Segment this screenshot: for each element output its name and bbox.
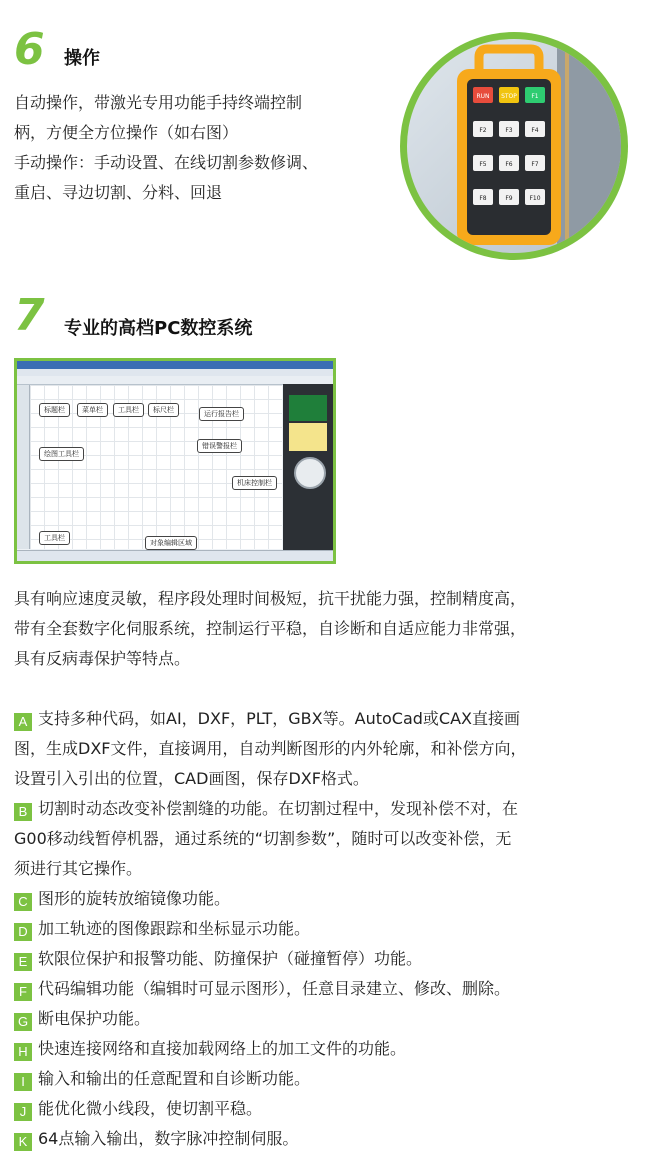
feature-item [14,884,527,914]
feature-text: 须进行其它操作。 [14,859,143,878]
remote-key-label: F10 [529,195,541,202]
remote-key-label: F4 [531,127,539,134]
feature-item [14,1064,527,1094]
callout-edit-area: 对象编辑区域 [145,536,197,550]
feature-item [14,974,527,1004]
feature-text: 图，生成DXF文件，直接调用，自动判断图形的内外轮廓，和补偿方向， [14,739,527,758]
software-screenshot [14,358,336,564]
feature-item [14,1034,527,1064]
feature-text: 设置引入引出的位置，CAD画图，保存DXF格式。 [14,769,369,788]
callout-tool-bar: 工具栏 [113,403,144,417]
remote-key-label: F2 [479,127,487,134]
feature-text: 图形的旋转放缩镜像功能。 [38,889,231,908]
feature-text: 断电保护功能。 [38,1009,151,1028]
section-6-title: 操作 [64,48,100,69]
text-line: 手动操作：手动设置、在线切割参数修调、 [14,153,319,172]
feature-text: 能优化微小线段，使切割平稳。 [38,1099,263,1118]
feature-text: 代码编辑功能（编辑时可显示图形），任意目录建立、修改、删除。 [38,979,511,998]
callout-error-alarm-bar: 错误警报栏 [197,439,242,453]
feature-text: 64点输入输出，数字脉冲控制伺服。 [38,1129,299,1148]
handheld-remote-image [400,32,628,260]
callout-bottom-tool-bar: 工具栏 [39,531,70,545]
section-7-intro [14,584,526,674]
feature-badge: H [14,1043,32,1061]
remote-key-label: F6 [505,161,513,168]
feature-text: 支持多种代码，如AI，DXF，PLT，GBX等。AutoCad或CAX直接画 [38,709,520,728]
feature-item [14,794,527,884]
text-line: 具有响应速度灵敏，程序段处理时间极短，抗干扰能力强，控制精度高， [14,589,527,608]
feature-badge: B [14,803,32,821]
feature-text: 软限位保护和报警功能、防撞保护（碰撞暂停）功能。 [38,949,423,968]
remote-key-label: F1 [531,93,539,100]
text-line: 自动操作，带激光专用功能手持终端控制 [14,93,303,112]
feature-text: G00移动线暂停机器，通过系统的“切割参数”，随时可以改变补偿，无 [14,829,512,848]
feature-badge: J [14,1103,32,1121]
feature-badge: A [14,713,32,731]
remote-key-label: F5 [479,161,487,168]
section-7-title: 专业的高档PC数控系统 [64,318,253,339]
feature-badge: E [14,953,32,971]
text-line: 重启、寻边切割、分料、回退 [14,183,223,202]
feature-list [14,704,527,1154]
section-6-text [14,88,318,208]
callout-machine-control-bar: 机床控制栏 [232,476,277,490]
section-7-number: 7 [14,290,45,341]
callout-menu-bar: 菜单栏 [77,403,108,417]
feature-badge: C [14,893,32,911]
remote-key-label: F8 [479,195,487,202]
feature-badge: I [14,1073,32,1091]
feature-badge: G [14,1013,32,1031]
section-6-number: 6 [14,24,45,75]
remote-key-label: RUN [476,93,490,100]
feature-text: 加工轨迹的图像跟踪和坐标显示功能。 [38,919,311,938]
remote-key-label: STOP [501,93,517,100]
feature-item [14,944,527,974]
remote-key-label: F3 [505,127,513,134]
feature-badge: D [14,923,32,941]
feature-item [14,1004,527,1034]
feature-item [14,1124,527,1154]
remote-key-label: F9 [505,195,513,202]
remote-illustration [407,39,621,253]
callout-ruler-bar: 标尺栏 [148,403,179,417]
feature-badge: F [14,983,32,1001]
callout-title-bar: 标题栏 [39,403,70,417]
feature-item [14,704,527,794]
feature-text: 快速连接网络和直接加载网络上的加工文件的功能。 [38,1039,407,1058]
feature-item [14,1094,527,1124]
text-line: 柄，方便全方位操作（如右图） [14,123,239,142]
callout-draw-tool-bar: 绘图工具栏 [39,447,84,461]
feature-text: 切割时动态改变补偿割缝的功能。在切割过程中，发现补偿不对，在 [38,799,519,818]
text-line: 具有反病毒保护等特点。 [14,649,191,668]
callout-run-report-bar: 运行报告栏 [199,407,244,421]
remote-key-label: F7 [531,161,539,168]
text-line: 带有全套数字化伺服系统，控制运行平稳，自诊断和自适应能力非常强， [14,619,527,638]
feature-badge: K [14,1133,32,1151]
feature-item [14,914,527,944]
feature-text: 输入和输出的任意配置和自诊断功能。 [38,1069,311,1088]
